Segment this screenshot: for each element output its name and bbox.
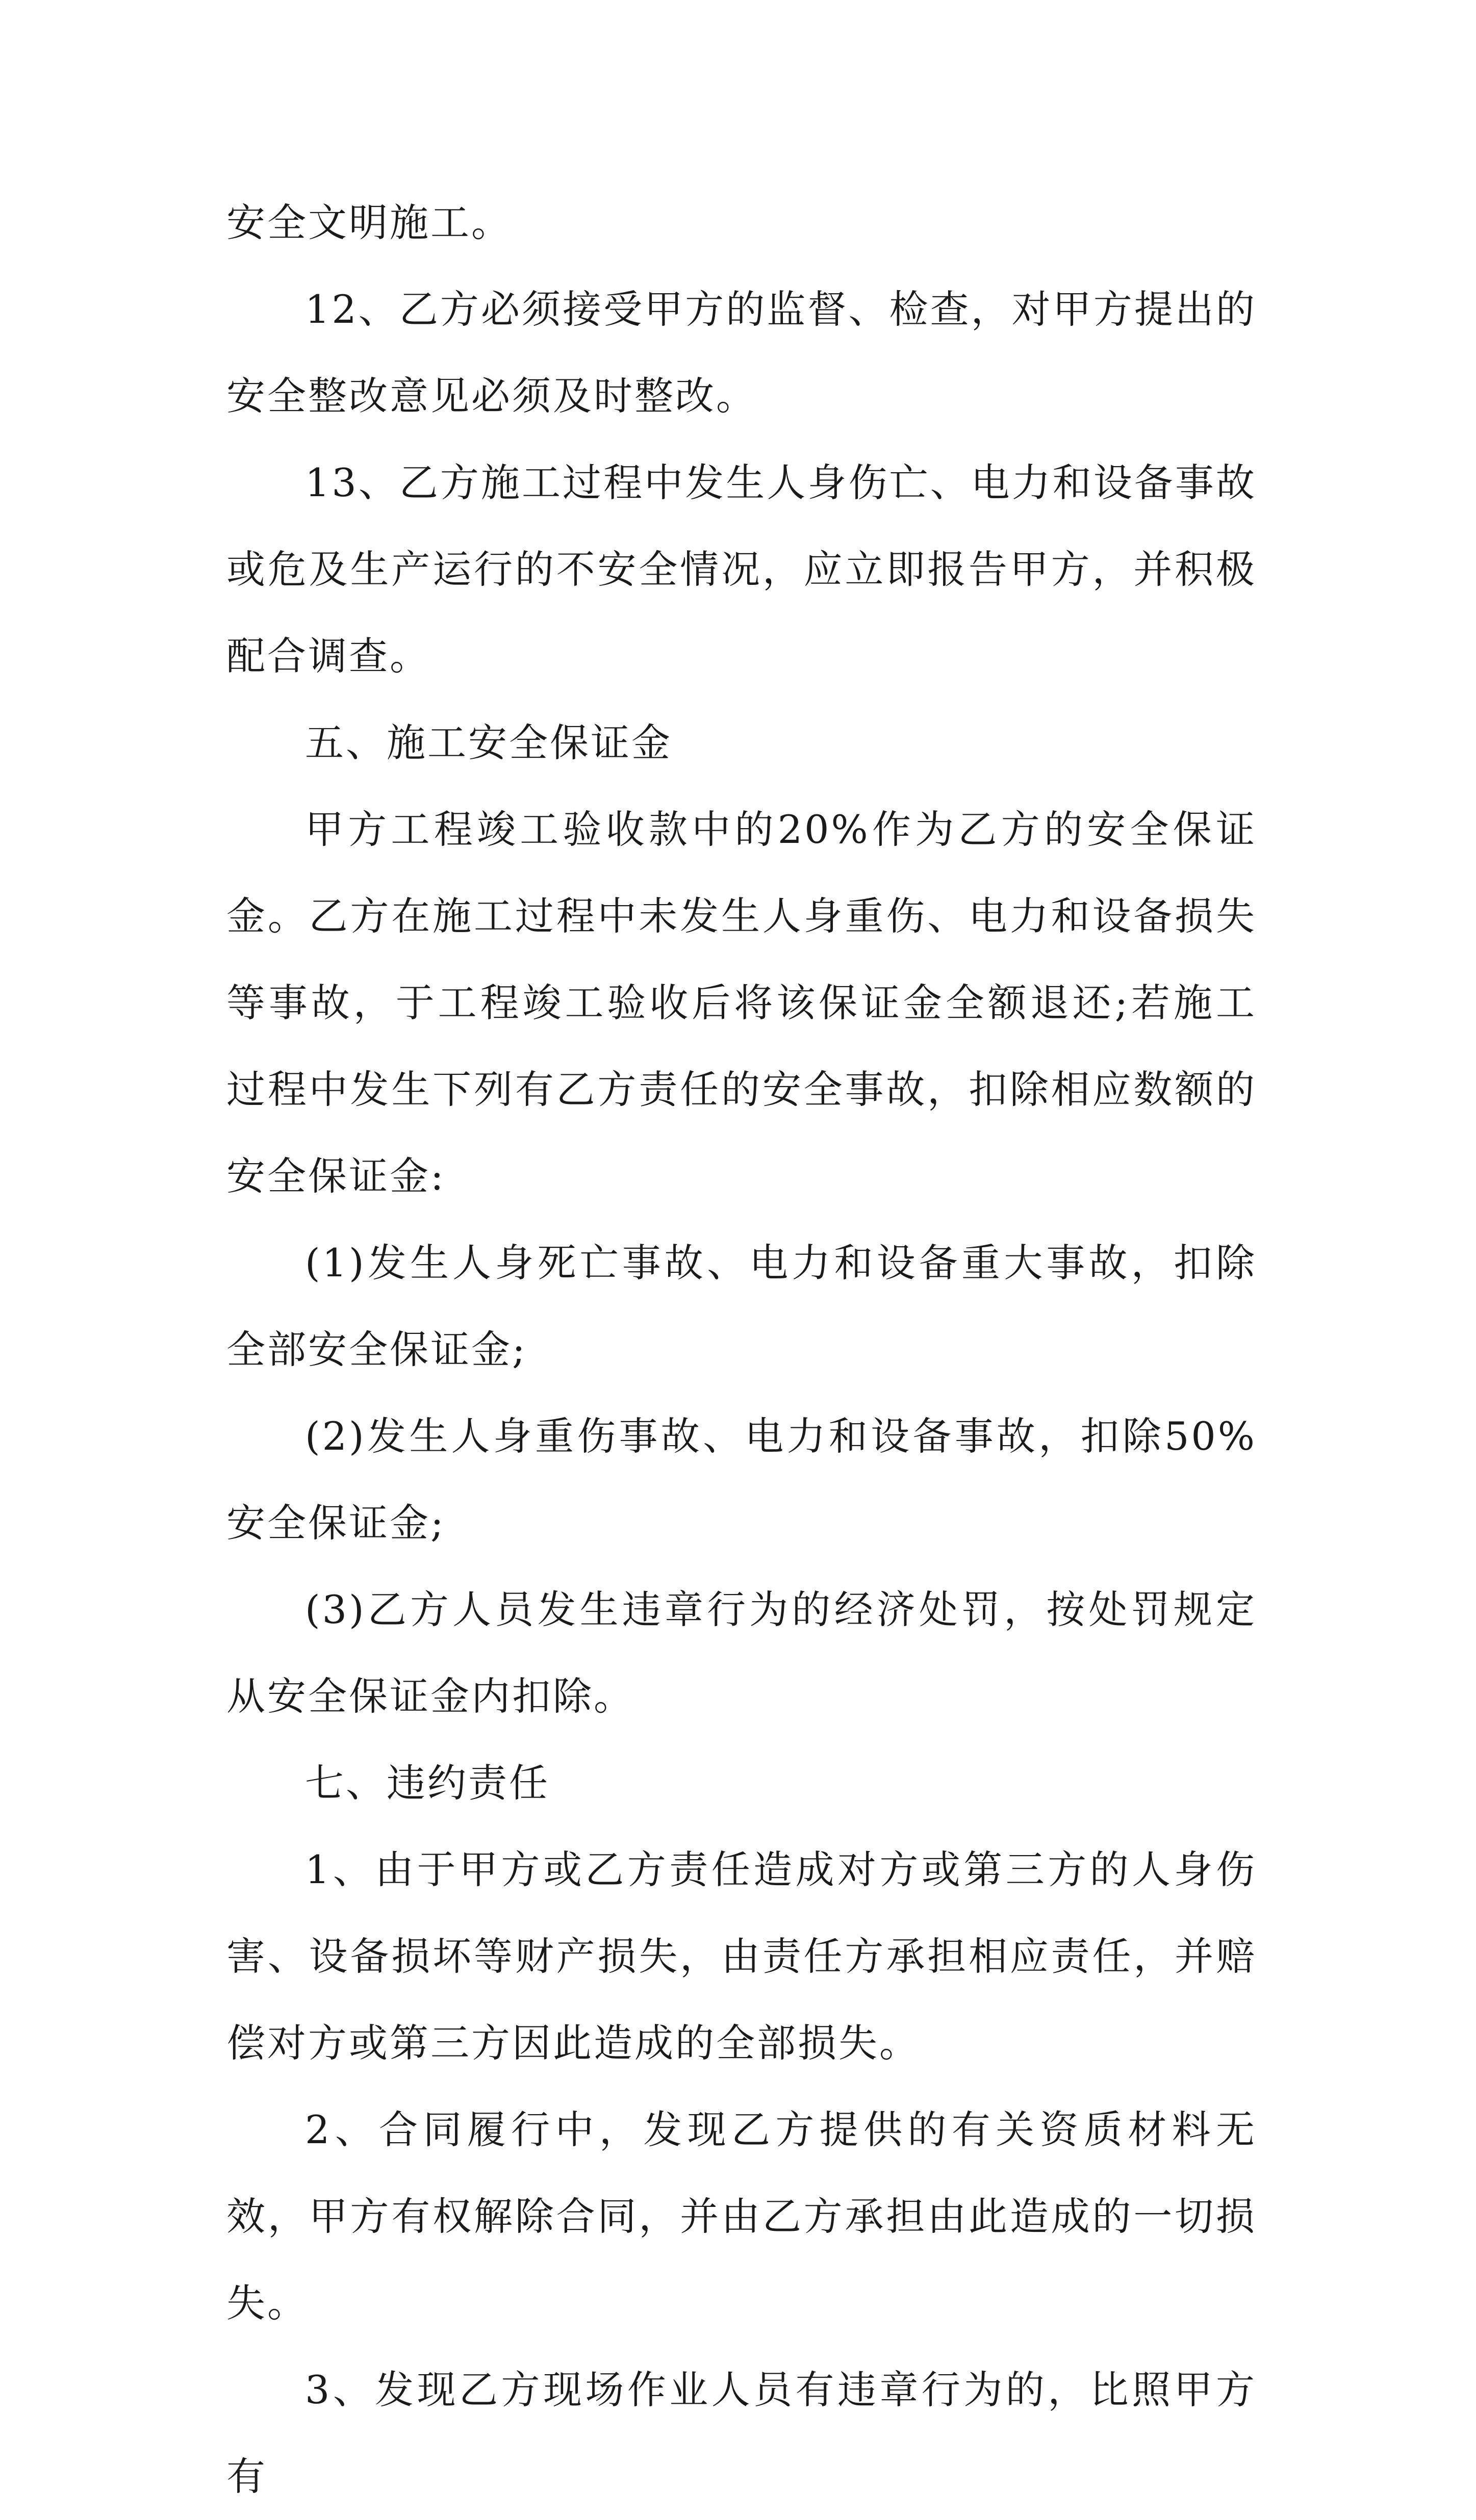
paragraph-1: 安全文明施工。 [226,200,512,245]
section-heading-5: 五、施工安全保证金 [305,720,672,765]
paragraph-2: 12、乙方必须接受甲方的监督、检查，对甲方提出的安全整改意见必须及时整改。 [226,287,1257,419]
list-item-1: (1)发生人身死亡事故、电力和设备重大事故，扣除全部安全保证金; [226,1240,1257,1372]
list-item-3: (3)乙方人员发生违章行为的经济处罚，按处罚规定从安全保证金内扣除。 [226,1587,1257,1719]
paragraph-3: 13、乙方施工过程中发生人身伤亡、电力和设备事故或危及生产运行的不安全情况，应立即报告甲方，并积极配合调查。 [226,460,1257,679]
paragraph-12: 3、发现乙方现场作业人员有违章行为的，比照甲方有 [226,2367,1257,2499]
paragraph-5: 甲方工程竣工验收款中的20%作为乙方的安全保证金。乙方在施工过程中未发生人身重伤、电力和设备损失等事故，于工程竣工验收后将该保证金全额退还;若施工过程中发生下列有乙方责任的安全事故，扣除相应数额的安全保证金: [226,807,1257,1199]
paragraph-10: 1、由于甲方或乙方责任造成对方或第三方的人身伤害、设备损坏等财产损失，由责任方承担相应责任，并赔偿对方或第三方因此造成的全部损失。 [226,1847,1257,2066]
list-item-2: (2)发生人身重伤事故、电力和设备事故，扣除50%安全保证金; [226,1413,1257,1546]
document-body [226,179,1257,2520]
paragraph-11: 2、合同履行中，发现乙方提供的有关资质材料无效，甲方有权解除合同，并由乙方承担由此造成的一切损失。 [226,2107,1257,2326]
section-heading-7: 七、违约责任 [305,1760,550,1806]
